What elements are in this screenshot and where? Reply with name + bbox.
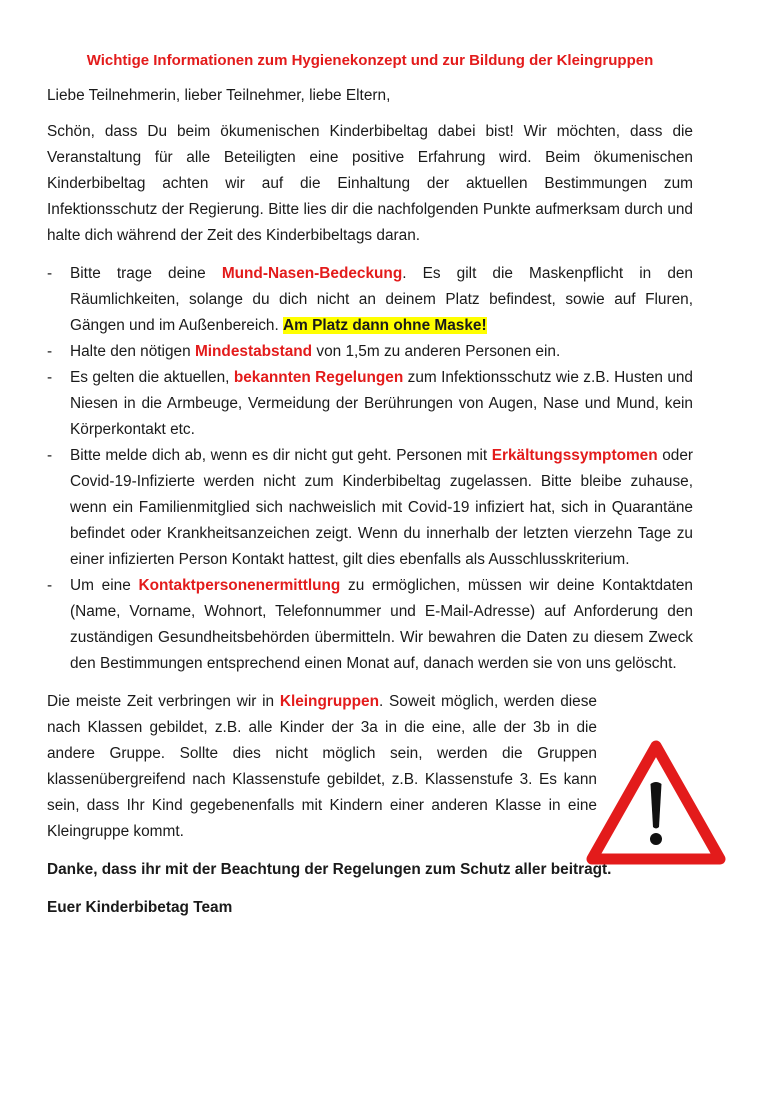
bullet-highlight: Mindestabstand bbox=[194, 343, 313, 360]
bullet-text: oder Covid-19-Infizierte werden nicht zum Kinderbibeltag zugelassen. Bitte bleibe zuhause, wenn ein Familienmitglied sich nachweislich mit Covid-19 infiziert hat, sich in Quarantäne befindet oder Krankheitsanzeichen zeigt. Wenn du innerhalb der letzten vierzehn Tage zu einer infizierten Person Kontakt hattest, gilt dies ebenfalls als Ausschlusskriterium. bbox=[70, 447, 694, 568]
list-item bbox=[47, 365, 693, 443]
bullet-highlight: Erkältungssymptomen bbox=[491, 447, 658, 464]
kleingruppen-text: . Soweit möglich, werden diese nach Klassen gebildet, z.B. alle Kinder der 3a in die eine, alle der 3b in die andere Gruppe. Sollte dies nicht möglich sein, werden die Gruppen klassenübergreifend nach Klassenstufe gebildet, z.B. Klassenstufe 3. Es kann sein, dass Ihr Kind gegebenenfalls mit Kindern einer anderen Klasse in eine Kleingruppe kommt. bbox=[47, 693, 597, 840]
bullet-highlight: Mund-Nasen-Bedeckung bbox=[221, 265, 403, 282]
list-item bbox=[47, 339, 693, 365]
bullet-dash: - bbox=[47, 343, 53, 360]
bullet-text: Halte den nötigen bbox=[70, 343, 195, 360]
bullet-text: Es gelten die aktuellen, bbox=[70, 369, 234, 386]
list-item bbox=[47, 261, 693, 339]
bullet-dash: - bbox=[47, 265, 53, 282]
signature: Euer Kinderbibetag Team bbox=[47, 899, 233, 916]
bullet-text: . Es gilt die Maskenpflicht in den Räumlichkeiten, solange du dich nicht an deinem Platz befindest, sowie auf Fluren, Gängen und im Außenbereich. bbox=[70, 265, 693, 334]
list-item bbox=[47, 443, 693, 573]
bullet-highlight: Kontaktpersonenermittlung bbox=[138, 577, 341, 594]
bullet-text: zu ermöglichen, müssen wir deine Kontaktdaten (Name, Vorname, Wohnort, Telefonnummer und E-Mail-Adresse) auf Anforderung den zuständigen Gesundheitsbehörden übermitteln. Wir bewahren die Daten zu diesem Zweck den Bestimmungen entsprechend einen Monat auf, danach werden sie von uns gelöscht. bbox=[70, 577, 693, 672]
thanks-line: Danke, dass ihr mit der Beachtung der Regelungen zum Schutz aller beitragt. bbox=[47, 861, 612, 878]
page-title: Wichtige Informationen zum Hygienekonzept und zur Bildung der Kleingruppen bbox=[86, 52, 654, 69]
list-item bbox=[47, 573, 693, 677]
exclamation-dot bbox=[650, 833, 662, 845]
kleingruppen-paragraph bbox=[47, 689, 597, 845]
bullet-text: Bitte trage deine bbox=[70, 265, 222, 282]
bullet-text: Um eine bbox=[70, 577, 139, 594]
bullet-text: Bitte melde dich ab, wenn es dir nicht gut geht. Personen mit bbox=[70, 447, 492, 464]
bullet-dash: - bbox=[47, 369, 53, 386]
kleingruppen-highlight: Kleingruppen bbox=[279, 693, 380, 710]
greeting: Liebe Teilnehmerin, lieber Teilnehmer, liebe Eltern, bbox=[47, 87, 391, 104]
bullet-text: zum Infektionsschutz wie z.B. Husten und Niesen in die Armbeuge, Vermeidung der Berührungen von Augen, Nase und Mund, kein Körperkontakt etc. bbox=[70, 369, 693, 438]
marked-note: Am Platz dann ohne Maske! bbox=[283, 317, 487, 334]
kleingruppen-text: Die meiste Zeit verbringen wir in bbox=[47, 693, 280, 710]
bullet-highlight: bekannten Regelungen bbox=[233, 369, 404, 386]
warning-triangle-icon bbox=[586, 740, 726, 866]
bullet-dash: - bbox=[47, 447, 53, 464]
bullet-text: von 1,5m zu anderen Personen ein. bbox=[312, 343, 561, 360]
intro-paragraph: Schön, dass Du beim ökumenischen Kinderbibeltag dabei bist! Wir möchten, dass die Veranstaltung für alle Beteiligten eine positive Erfahrung wird. Beim ökumenischen Kinderbibeltag achten wir auf die Einhaltung der aktuellen Bestimmungen zum Infektionsschutz der Regierung. Bitte lies dir die nachfolgenden Punkte aufmerksam durch und halte dich während der Zeit des Kinderbibeltags daran. bbox=[47, 123, 693, 244]
bullet-dash: - bbox=[47, 577, 53, 594]
rules-list bbox=[47, 261, 693, 677]
